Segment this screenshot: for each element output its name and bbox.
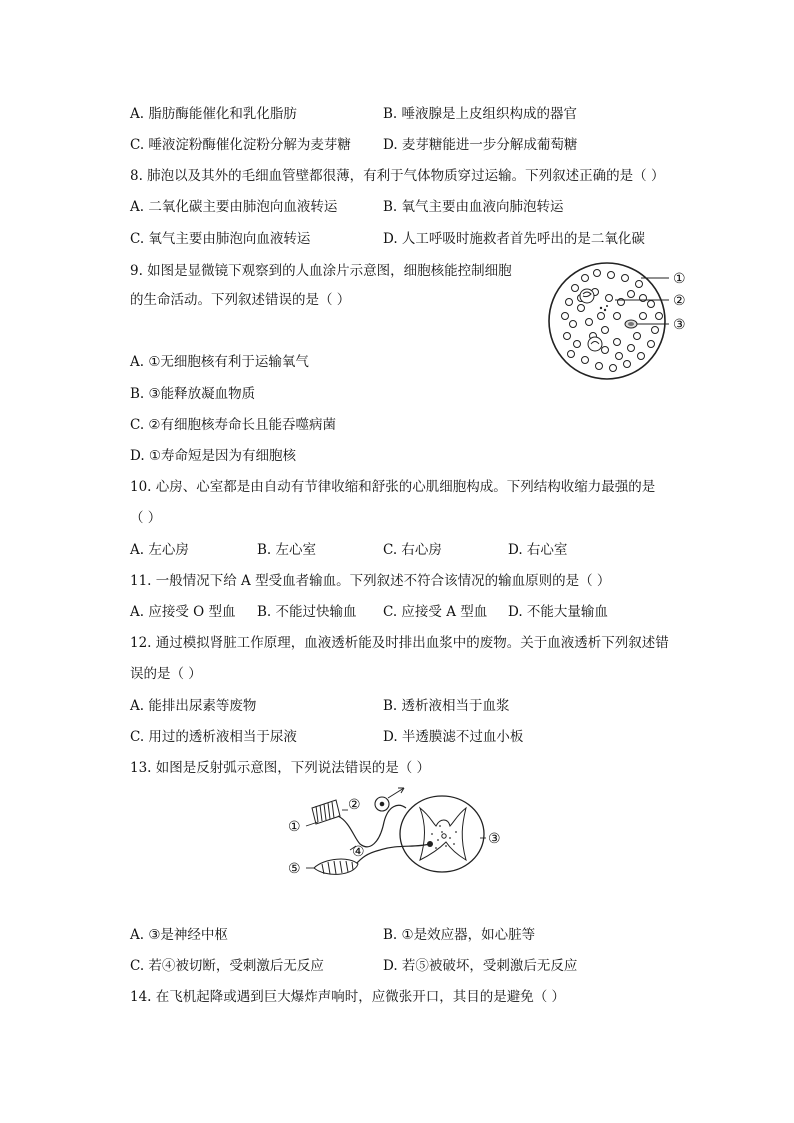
q8-option-b: B. 氧气主要由血液向肺泡转运 (383, 199, 564, 215)
q13-option-d: D. 若⑤被破坏，受刺激后无反应 (383, 958, 578, 974)
q12-option-b: B. 透析液相当于血浆 (383, 698, 510, 714)
q9-stem-line1: 9. 如图是显微镜下观察到的人血涂片示意图，细胞核能控制细胞 (130, 263, 512, 279)
q8-option-d: D. 人工呼吸时施救者首先呼出的是二氧化碳 (383, 231, 645, 247)
q9-fig-label-1: ① (673, 271, 686, 287)
q12-option-a: A. 能排出尿素等废物 (130, 698, 257, 714)
q13-option-b: B. ①是效应器，如心脏等 (383, 927, 536, 943)
q12-option-d: D. 半透膜滤不过血小板 (383, 729, 524, 745)
effector-muscle (314, 859, 358, 874)
q10-option-c: C. 右心房 (383, 542, 442, 558)
q13-fig-label-4: ④ (352, 844, 365, 860)
q13-fig-label-2: ② (348, 797, 361, 813)
q8-option-a: A. 二氧化碳主要由肺泡向血液转运 (130, 199, 338, 215)
q9-fig-label-3: ③ (673, 317, 686, 333)
q7-option-a: A. 脂肪酶能催化和乳化脂肪 (130, 106, 297, 122)
q11-option-a: A. 应接受 O 型血 (130, 604, 236, 620)
q10-option-d: D. 右心室 (508, 542, 568, 558)
q8-stem: 8. 肺泡以及其外的毛细血管壁都很薄，有利于气体物质穿过运输。下列叙述正确的是（ ） (130, 168, 665, 184)
q13-option-a: A. ③是神经中枢 (130, 927, 228, 943)
q7-option-d: D. 麦芽糖能进一步分解成葡萄糖 (383, 137, 578, 153)
receptor-skin (312, 800, 340, 824)
q11-option-d: D. 不能大量输血 (508, 604, 608, 620)
q7-option-c: C. 唾液淀粉酶催化淀粉分解为麦芽糖 (130, 137, 351, 153)
q10-stem-line1: 10. 心房、心室都是由自动有节律收缩和舒张的心肌细胞构成。下列结构收缩力最强的是 (130, 479, 656, 495)
q13-stem: 13. 如图是反射弧示意图，下列说法错误的是（ ） (130, 760, 431, 776)
q13-fig-label-5: ⑤ (288, 861, 301, 877)
q9-fig-label-2: ② (673, 293, 686, 309)
q7-option-b: B. 唾液腺是上皮组织构成的器官 (383, 106, 578, 122)
q11-stem: 11. 一般情况下给 A 型受血者输血。下列叙述不符合该情况的输血原则的是（ ） (130, 573, 611, 589)
q9-option-d: D. ①寿命短是因为有细胞核 (130, 448, 297, 464)
q13-fig-label-1: ① (288, 819, 301, 835)
q11-option-c: C. 应接受 A 型血 (383, 604, 488, 620)
q9-option-c: C. ②有细胞核寿命长且能吞噬病菌 (130, 417, 337, 433)
q8-option-c: C. 氧气主要由肺泡向血液转运 (130, 231, 311, 247)
q13-fig-label-3: ③ (488, 831, 501, 847)
q13-option-c: C. 若④被切断，受刺激后无反应 (130, 958, 324, 974)
q12-stem-line1: 12. 通过模拟肾脏工作原理，血液透析能及时排出血浆中的废物。关于血液透析下列叙述错 (130, 635, 669, 651)
q14-stem: 14. 在飞机起降或遇到巨大爆炸声响时，应微张开口，其目的是避免（ ） (130, 989, 566, 1005)
reflex-arc-figure (280, 782, 520, 892)
q12-option-c: C. 用过的透析液相当于尿液 (130, 729, 297, 745)
q12-stem-line2: 误的是（ ） (130, 666, 202, 682)
blood-smear-figure (545, 258, 705, 388)
q10-option-b: B. 左心室 (257, 542, 317, 558)
q9-stem-line2: 的生命活动。下列叙述错误的是（ ） (130, 292, 351, 308)
q11-option-b: B. 不能过快输血 (257, 604, 357, 620)
q9-option-b: B. ③能释放凝血物质 (130, 386, 256, 402)
q9-option-a: A. ①无细胞核有利于运输氧气 (130, 354, 309, 370)
q10-stem-line2: （ ） (130, 510, 162, 526)
q10-option-a: A. 左心房 (130, 542, 189, 558)
